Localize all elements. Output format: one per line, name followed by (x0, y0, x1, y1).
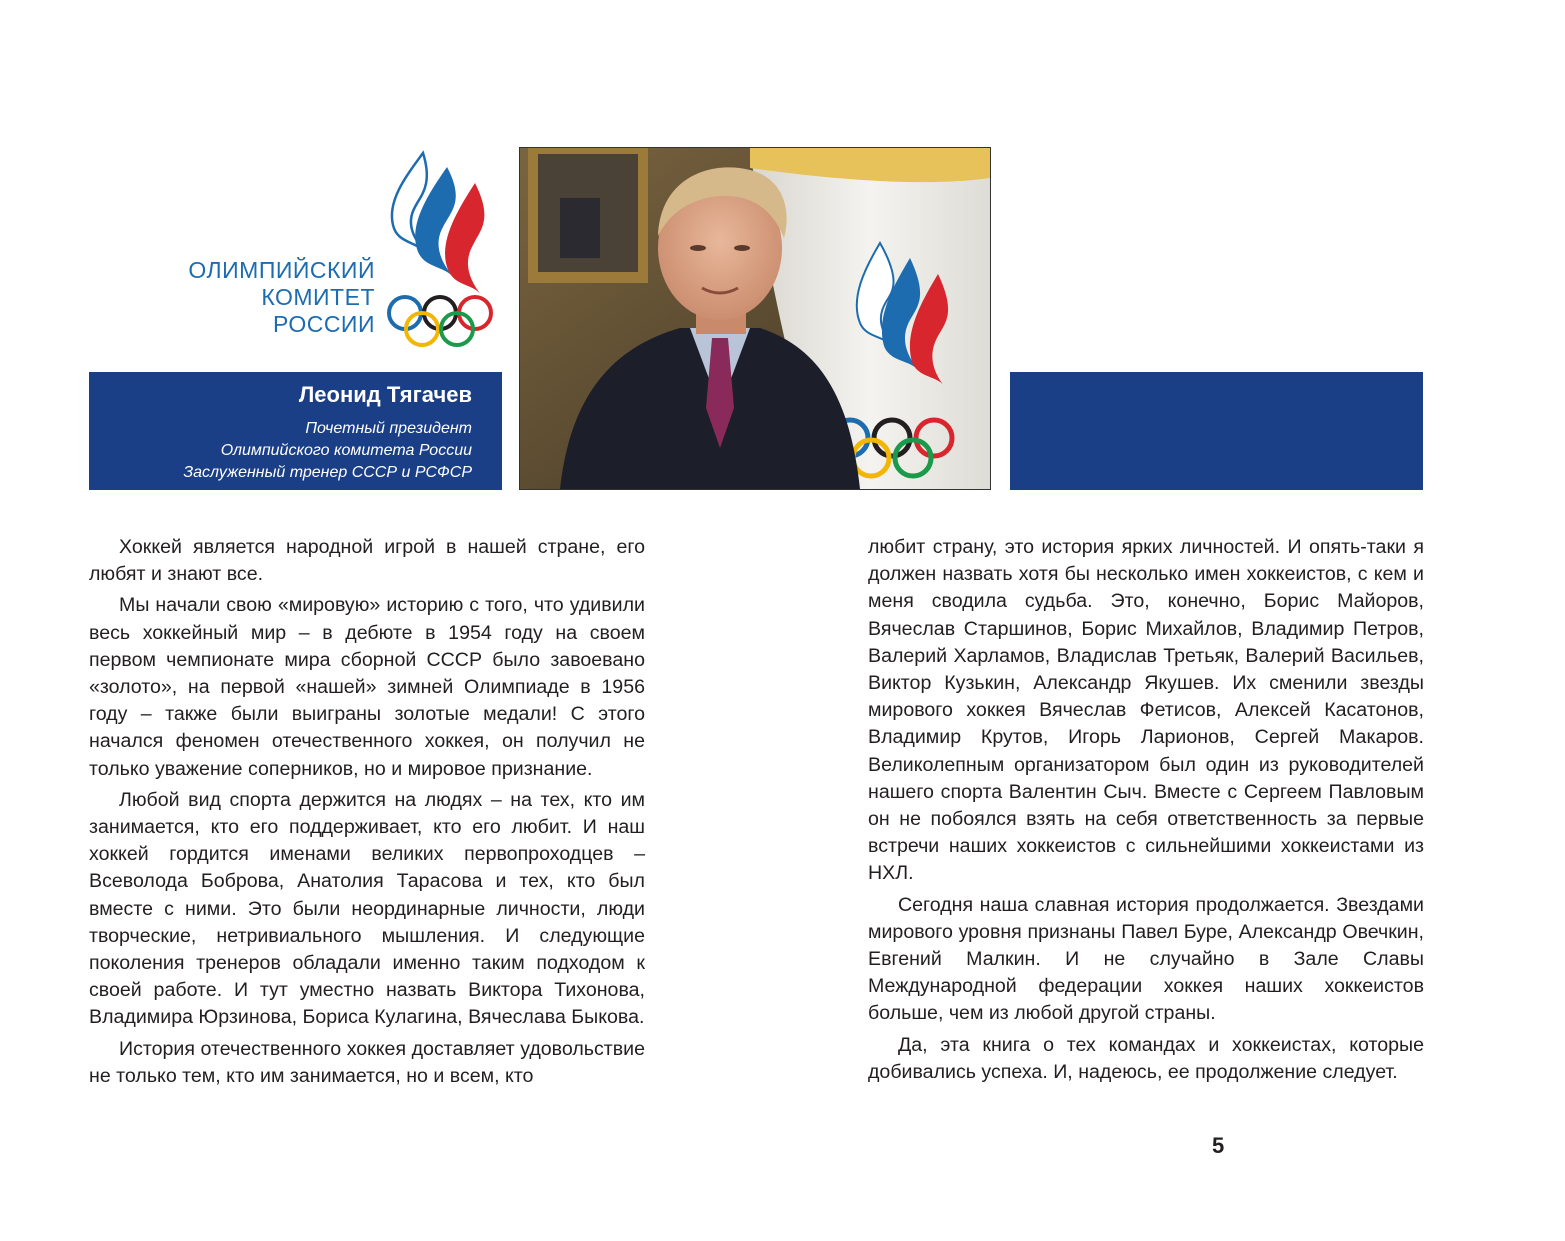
text-column-right (868, 534, 1424, 1086)
flame-rings-emblem-icon (385, 145, 510, 350)
text-column-left (89, 534, 645, 1090)
logo-line-3: РОССИИ (272, 311, 375, 337)
paragraph: Любой вид спорта держится на людях – на тех, кто им занимается, кто его поддерживает, кто его любит. И наш хоккей гордится именами великих первопроходцев – Всеволода Боброва, Анатолия Тарасова и тех, кто был вместе с ними. Это были неординарные личности, люди творческие, нетривиального мышления. И следующие поколения тренеров обладали именно таким подходом к своей работе. И тут уместно назвать Виктора Тихонова, Владимира Юрзинова, Бориса Кулагина, Вячеслава Быкова. (89, 788, 645, 1029)
page-number: 5 (1212, 1133, 1225, 1158)
person-titles (89, 418, 472, 484)
paragraph: Сегодня наша славная история продолжается. Звездами мирового уровня признаны Павел Буре, Александр Овечкин, Евгений Малкин. И не случайно в Зале Славы Международной федерации хоккея наших хоккеистов больше, чем из любой другой страны. (868, 893, 1424, 1025)
paragraph: Мы начали свою «мировую» историю с того, что удивили весь хоккейный мир – в дебюте в 1954 году на своем первом чемпионате мира сборной СССР было завоевано «золото», на первой «нашей» зимней Олимпиаде в 1956 году – также были выиграны золотые медали! С этого начался феномен отечественного хоккея, он получил не только уважение соперников, но и мировое признание. (89, 594, 645, 780)
portrait-illustration (520, 148, 990, 489)
paragraph: Хоккей является народной игрой в нашей стране, его любят и знают все. (89, 536, 645, 586)
person-title-line: Заслуженный тренер СССР и РСФСР (183, 464, 472, 481)
paragraph: Да, эта книга о тех командах и хоккеистах, которые добивались успеха. И, надеюсь, ее продолжение следует. (868, 1033, 1424, 1083)
person-title-line: Олимпийского комитета России (220, 442, 472, 459)
decorative-banner (1010, 372, 1423, 490)
portrait-photo (519, 147, 991, 490)
paragraph: любит страну, это история ярких личностей. И опять-таки я должен назвать хотя бы несколько имен хоккеистов, с кем и меня сводила судьба. Это, конечно, Борис Майоров, Вячеслав Старшинов, Борис Михайлов, Владимир Петров, Валерий Харламов, Владислав Третьяк, Валерий Васильев, Виктор Кузькин, Александр Якушев. Их сменили звезды мирового хоккея Вячеслав Фетисов, Алексей Касатонов, Владимир Крутов, Игорь Ларионов, Сергей Макаров. Великолепным организатором был один из руководителей нашего спорта Валентин Сыч. Вместе с Сергеем Павловым он не побоялся взять на себя ответственность за первые встречи наших хоккеистов с сильнейшими хоккеистами из НХЛ. (868, 536, 1424, 885)
logo-text (188, 257, 375, 338)
logo-line-1: ОЛИМПИЙСКИЙ (188, 257, 375, 283)
olympic-committee-logo (185, 145, 515, 355)
person-name: Леонид Тягачев (298, 382, 472, 407)
paragraph: История отечественного хоккея доставляет удовольствие не только тем, кто им занимается, но и всем, кто (89, 1037, 645, 1087)
name-banner (89, 372, 502, 490)
logo-line-2: КОМИТЕТ (261, 284, 375, 310)
person-title-line: Почетный президент (305, 420, 472, 437)
